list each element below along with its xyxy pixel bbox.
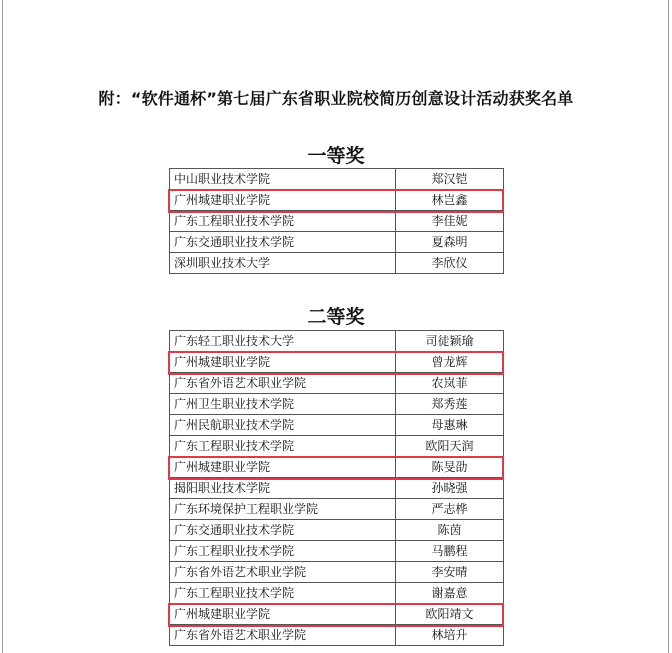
school-cell: 广州城建职业学院 xyxy=(170,604,396,625)
table-row xyxy=(170,520,504,541)
table-row xyxy=(170,541,504,562)
winner-name-cell: 农岚菲 xyxy=(396,373,504,394)
table-row xyxy=(170,604,504,625)
winner-name-cell: 李安晴 xyxy=(396,562,504,583)
school-cell: 中山职业技术学院 xyxy=(170,169,396,190)
school-cell: 广州卫生职业技术学院 xyxy=(170,394,396,415)
table-row xyxy=(170,394,504,415)
winner-name-cell: 郑秀莲 xyxy=(396,394,504,415)
second-prize-table xyxy=(169,330,504,646)
school-cell: 深圳职业技术大学 xyxy=(170,253,396,274)
winner-name-cell: 李欣仪 xyxy=(396,253,504,274)
school-cell: 广东省外语艺术职业学院 xyxy=(170,562,396,583)
school-cell: 广州城建职业学院 xyxy=(170,190,396,211)
winner-name-cell: 林培升 xyxy=(396,625,504,646)
school-cell: 广东省外语艺术职业学院 xyxy=(170,373,396,394)
winner-name-cell: 欧阳天润 xyxy=(396,436,504,457)
winner-name-cell: 谢嘉意 xyxy=(396,583,504,604)
table-row xyxy=(170,499,504,520)
table-row xyxy=(170,583,504,604)
second-prize-heading: 二等奖 xyxy=(307,306,365,328)
table-row xyxy=(170,331,504,352)
school-cell: 广东省外语艺术职业学院 xyxy=(170,625,396,646)
winner-name-cell: 欧阳靖文 xyxy=(396,604,504,625)
winner-name-cell: 严志桦 xyxy=(396,499,504,520)
school-cell: 广东工程职业技术学院 xyxy=(170,211,396,232)
first-prize-heading: 一等奖 xyxy=(307,145,365,167)
school-cell: 广东交通职业技术学院 xyxy=(170,520,396,541)
winner-name-cell: 司徒颖瑜 xyxy=(396,331,504,352)
school-cell: 揭阳职业技术学院 xyxy=(170,478,396,499)
table-row xyxy=(170,415,504,436)
winner-name-cell: 郑汉铠 xyxy=(396,169,504,190)
school-cell: 广东工程职业技术学院 xyxy=(170,436,396,457)
winner-name-cell: 陈旻劭 xyxy=(396,457,504,478)
winner-name-cell: 李佳妮 xyxy=(396,211,504,232)
winner-name-cell: 曾龙辉 xyxy=(396,352,504,373)
table-row xyxy=(170,478,504,499)
school-cell: 广东工程职业技术学院 xyxy=(170,583,396,604)
table-row xyxy=(170,190,504,211)
winner-name-cell: 母惠琳 xyxy=(396,415,504,436)
table-row xyxy=(170,562,504,583)
winner-name-cell: 陈茵 xyxy=(396,520,504,541)
table-row xyxy=(170,352,504,373)
winner-name-cell: 夏森明 xyxy=(396,232,504,253)
table-row xyxy=(170,232,504,253)
table-row xyxy=(170,436,504,457)
first-prize-table xyxy=(169,168,504,274)
winner-name-cell: 马鹏程 xyxy=(396,541,504,562)
winner-name-cell: 孙晓强 xyxy=(396,478,504,499)
school-cell: 广州城建职业学院 xyxy=(170,457,396,478)
school-cell: 广州民航职业技术学院 xyxy=(170,415,396,436)
table-row xyxy=(170,373,504,394)
school-cell: 广东交通职业技术学院 xyxy=(170,232,396,253)
school-cell: 广州城建职业学院 xyxy=(170,352,396,373)
table-row xyxy=(170,253,504,274)
school-cell: 广东轻工职业技术大学 xyxy=(170,331,396,352)
school-cell: 广东工程职业技术学院 xyxy=(170,541,396,562)
table-row xyxy=(170,169,504,190)
table-row xyxy=(170,211,504,232)
document-title: 附：“软件通杯”第七届广东省职业院校简历创意设计活动获奖名单 xyxy=(98,89,574,108)
school-cell: 广东环境保护工程职业学院 xyxy=(170,499,396,520)
winner-name-cell: 林岂鑫 xyxy=(396,190,504,211)
table-row xyxy=(170,457,504,478)
table-row xyxy=(170,625,504,646)
